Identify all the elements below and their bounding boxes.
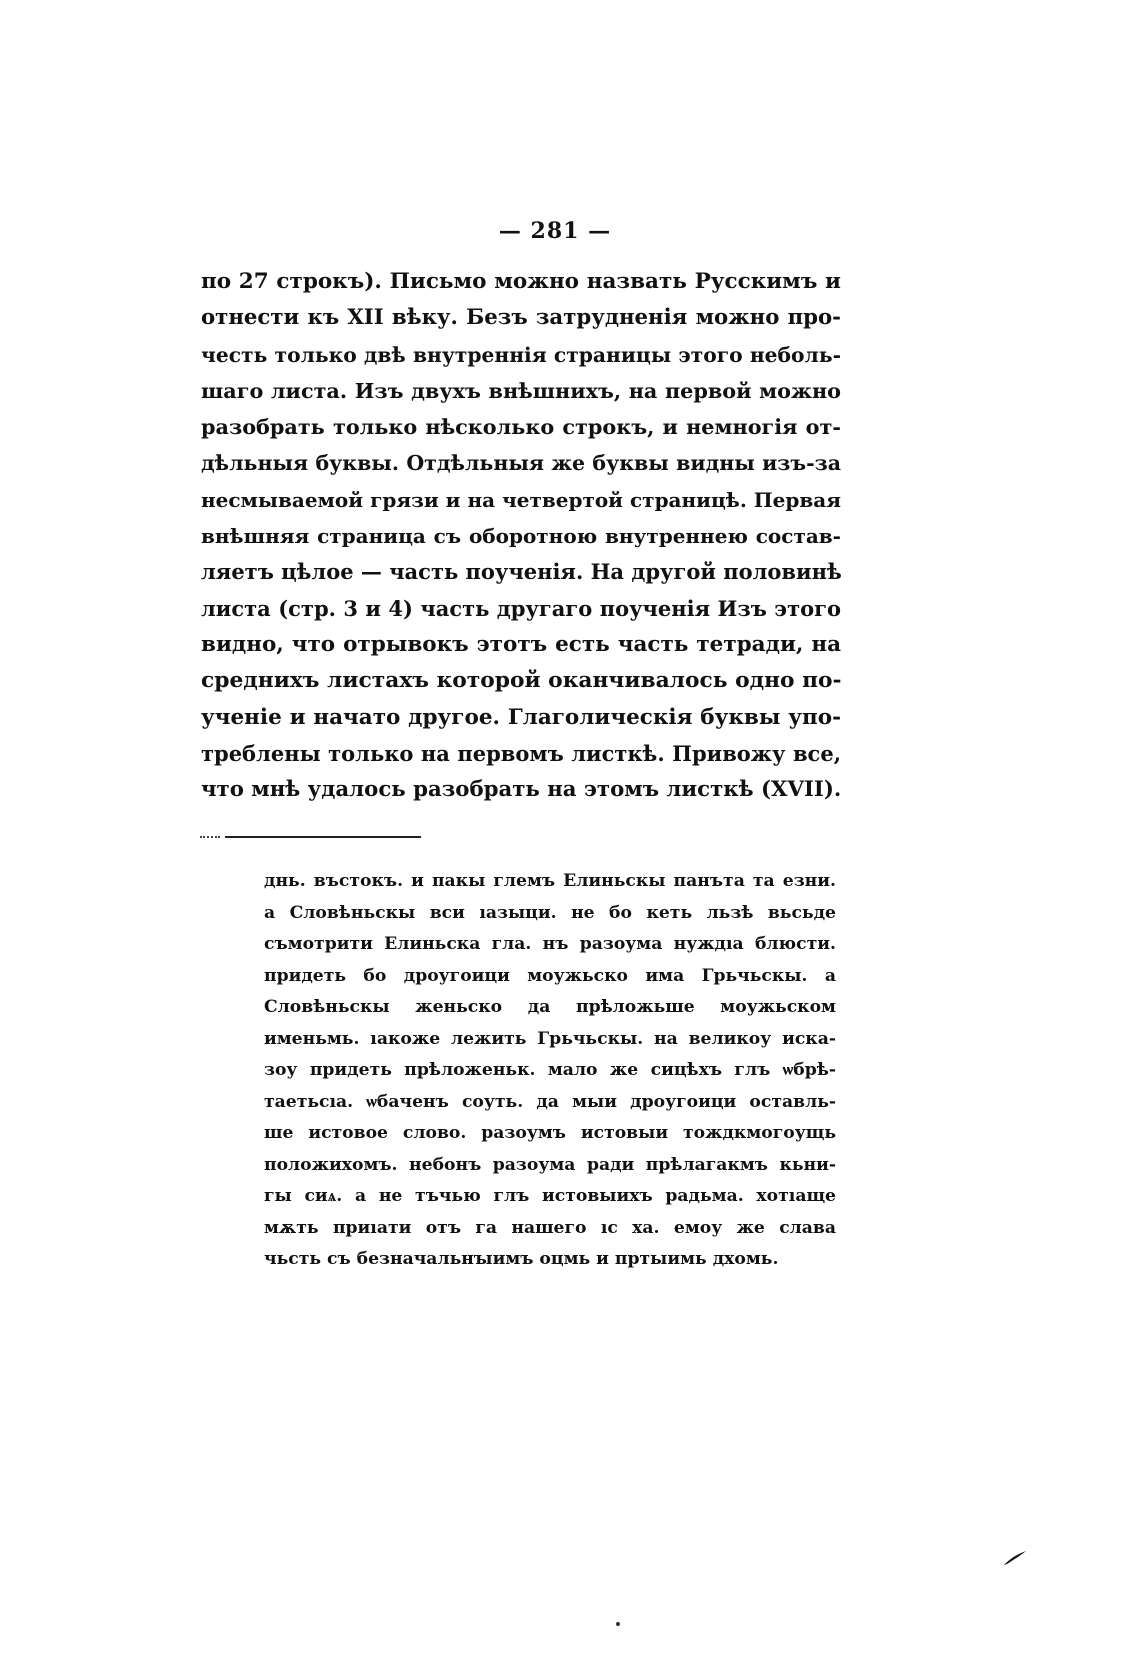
footnote-line: гы сиѧ. а не тъчью глъ истовыихъ радьма. хотıаще [264, 1186, 836, 1206]
footnote-line: мѫть приıати отъ га нашего ıс ха. емоу же слава [264, 1217, 836, 1238]
footnote-rule-dots [200, 836, 220, 840]
footnote-line: положихомъ. небонъ разоума ради прѣлагакмъ кьни- [264, 1154, 836, 1175]
footnote-line: Словѣньскы женьско да прѣложьше моужьском [264, 997, 836, 1017]
main-text-line: дѣльныя буквы. Отдѣльныя же буквы видны изъ-за [201, 451, 841, 476]
main-text-line: шаго листа. Изъ двухъ внѣшнихъ, на первой можно [201, 378, 841, 403]
footnote-line: именьмь. ıакоже лежить Грьчьскы. на великоу иска- [264, 1028, 836, 1049]
footnote-line: днь. въстокъ. и пакы глемъ Елиньскы панъта та езни. [264, 871, 836, 891]
footnote-line: ше истовое слово. разоумъ истовыи тождкмогоущь [264, 1123, 836, 1143]
main-text-line: что мнѣ удалось разобрать на этомъ листкѣ (XVII). [201, 777, 842, 803]
main-text-line: разобрать только нѣсколько строкъ, и немногія от- [201, 415, 841, 440]
footnote-block [264, 866, 836, 1276]
ink-speck [616, 1622, 620, 1626]
main-text-line: отнести къ XII вѣку. Безъ затрудненія можно про- [201, 305, 841, 331]
main-text-line: треблены только на первомъ листкѣ. Привожу все, [201, 740, 841, 766]
footnote-rule [225, 836, 421, 838]
main-text-line: ученіе и начато другое. Глаголическія буквы упо- [201, 704, 841, 730]
main-text-line: среднихъ листахъ которой оканчивалось одно по- [201, 668, 842, 694]
footnote-line: чьсть съ безначальнꙑимъ оцмь и пртыимь дхомь. [264, 1249, 779, 1269]
page-number: — 281 — [498, 218, 612, 244]
footnote-line: придеть бо дроугоици моужьско има Грьчьскы. а [264, 965, 836, 986]
main-text-block [201, 264, 841, 808]
main-text-line: честь только двѣ внутреннія страницы этого неболь- [201, 342, 841, 367]
footnote-line: зоу придеть прѣложеньк. мало же сицѣхъ глъ ѡбрѣ- [264, 1060, 836, 1080]
main-text-line: ляетъ цѣлое — часть поученія. На другой половинѣ [201, 559, 842, 585]
main-text-line: несмываемой грязи и на четвертой страницѣ. Первая [201, 487, 841, 512]
pen-mark [1003, 1550, 1027, 1566]
main-text-line: видно, что отрывокъ этотъ есть часть тетради, на [201, 631, 841, 657]
main-text-line: внѣшняя страница съ оборотною внутреннею состав- [201, 524, 841, 549]
main-text-line: по 27 строкъ). Письмо можно назвать Русскимъ и [201, 269, 841, 294]
main-text-line: листа (стр. 3 и 4) часть другаго поученія Изъ этого [201, 595, 841, 621]
footnote-line: а Словѣньскы вси ıазыци. не бо кеть льзѣ вьсьде [264, 902, 836, 923]
footnote-line: съмотрити Елиньска гла. нъ разоума нуждıа блюсти. [264, 934, 836, 954]
footnote-line: таетьсıа. ѡбаченъ соуть. да мыи дроугоици оставль- [264, 1091, 836, 1112]
